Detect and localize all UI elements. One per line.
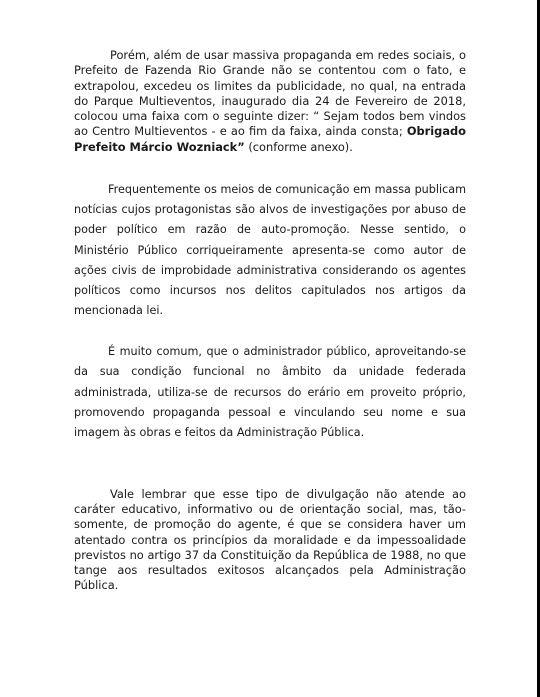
paragraph-1-bold: Obrigado Prefeito Márcio Wozniack” <box>74 124 466 154</box>
paragraph-1-text: Porém, além de usar massiva propaganda em redes sociais, o Prefeito de Fazenda Rio Grande não se contentou com o fato, e extrapolou, excedeu os limites da publicidade, no qual, na entrada do Parque Multieventos, inaugurado dia 24 de Fevereiro de 2018, colocou uma faixa com o seguinte dizer: “ Sejam todos bem vindos ao Centro Multieventos - e ao fim da faixa, ainda consta; <box>74 48 466 139</box>
paragraph-4 <box>74 487 466 593</box>
paragraph-3-text: É muito comum, que o administrador público, aproveitando-se da sua condição funcional no âmbito da unidade federada administrada, utiliza-se de recursos do erário em proveito próprio, promovendo propaganda pessoal e vinculando seu nome e sua imagem às obras e feitos da Administração Pública. <box>74 345 466 440</box>
paragraph-2 <box>74 180 466 321</box>
paragraph-4-text: Vale lembrar que esse tipo de divulgação não atende ao caráter educativo, informativo ou de orientação social, mas, tão-somente, de promoção do agente, é que se considera haver um atentado contra os princípios da moralidade e da impessoalidade previstos no artigo 37 da Constituição da República de 1988, no que tange aos resultados exitosos alcançados pela Administração Pública. <box>74 487 466 593</box>
paragraph-3 <box>74 342 466 443</box>
paragraph-1-tail: (conforme anexo). <box>244 139 353 154</box>
paragraph-2-text: Frequentemente os meios de comunicação em massa publicam notícias cujos protagonistas são alvos de investigações por abuso de poder político em razão de auto-promoção. Nesse sentido, o Ministério Público corriqueiramente apresenta-se como autor de ações civis de improbidade administrativa considerando os agentes políticos como incursos nos delitos capitulados nos artigos da mencionada lei. <box>74 183 466 318</box>
paragraph-1 <box>74 48 466 155</box>
